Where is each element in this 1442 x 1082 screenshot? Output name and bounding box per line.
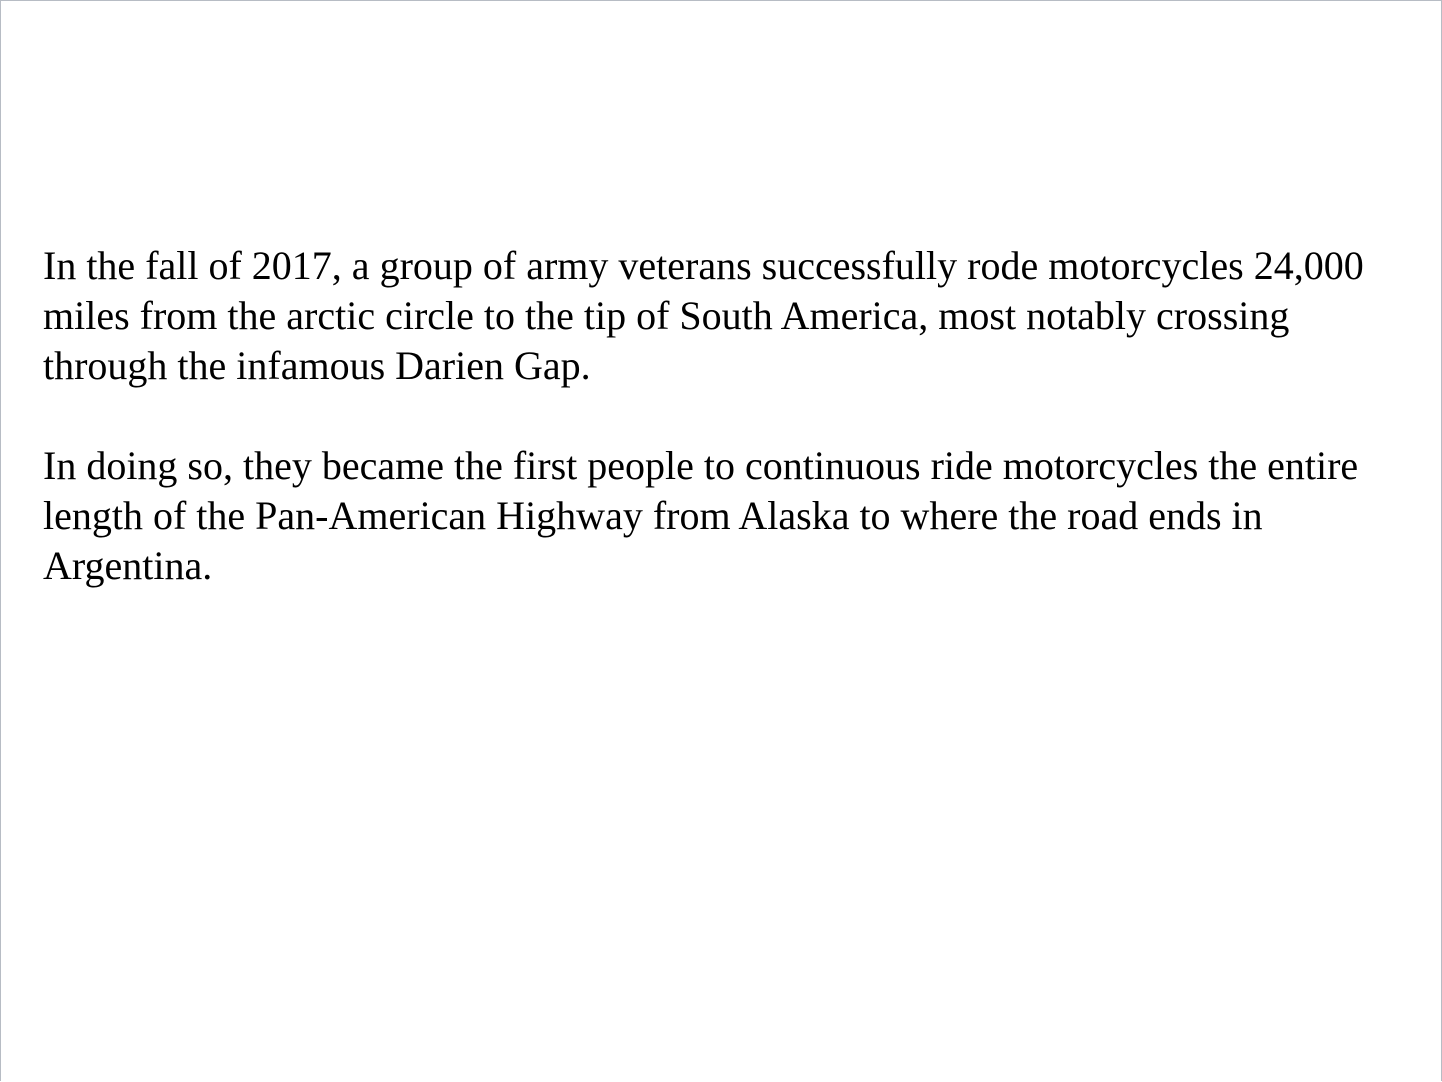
paragraph-1: In the fall of 2017, a group of army veterans successfully rode motorcycles 24,000 miles from the arctic circle to the tip of South America, most notably crossing through the infamous Darien Gap. — [43, 243, 1364, 388]
paragraph-2: In doing so, they became the first people to continuous ride motorcycles the entire length of the Pan-American Highway from Alaska to where the road ends in Argentina. — [43, 443, 1359, 588]
document-body — [43, 241, 1418, 641]
